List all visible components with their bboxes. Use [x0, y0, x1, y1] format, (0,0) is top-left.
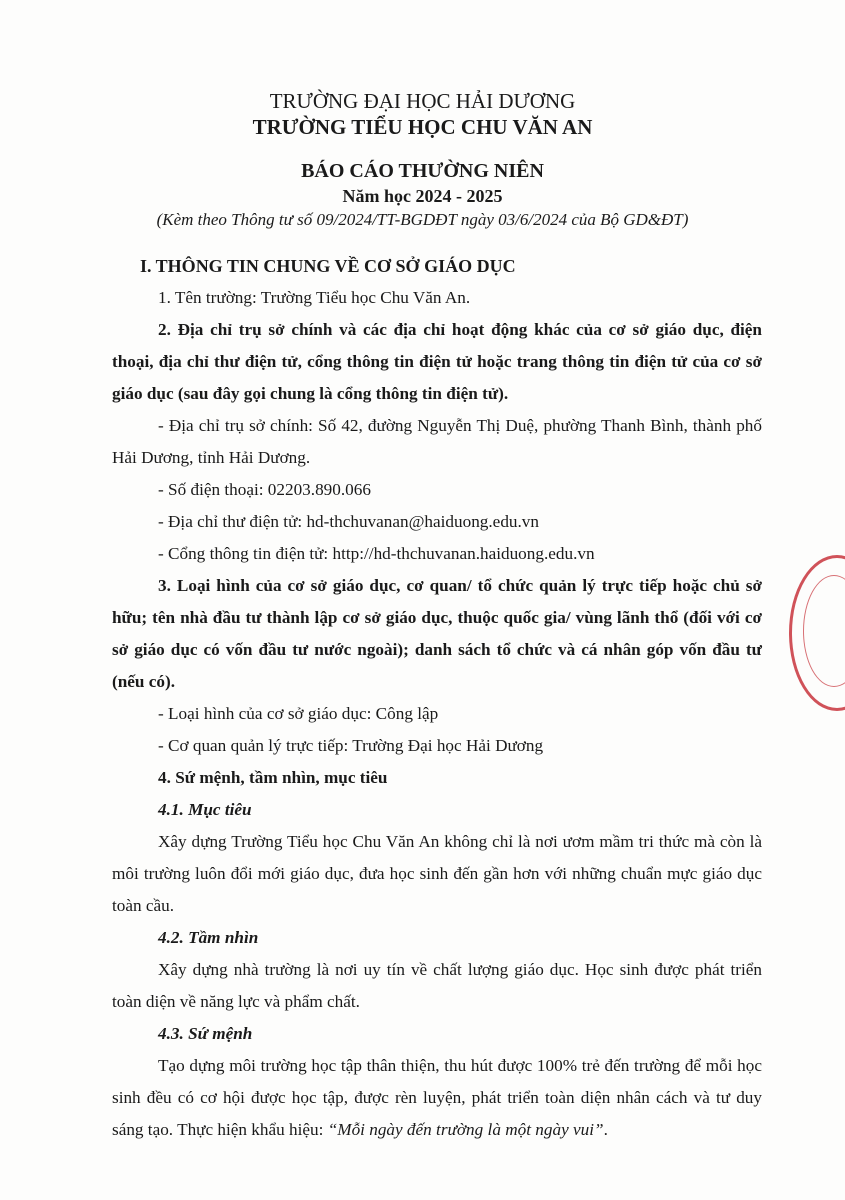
report-school-year: Năm học 2024 - 2025: [342, 186, 503, 206]
type-line: - Loại hình của cơ sở giáo dục: Công lập: [158, 704, 439, 723]
phone-line: - Số điện thoại: 02203.890.066: [158, 480, 371, 499]
email-line: - Địa chỉ thư điện tử: hd-thchuvanan@haiduong.edu.vn: [158, 512, 539, 531]
report-reference: (Kèm theo Thông tư số 09/2024/TT-BGDĐT ngày 03/6/2024 của Bộ GD&ĐT): [156, 210, 689, 229]
goal-heading: 4.1. Mục tiêu: [158, 800, 252, 819]
section-heading: I. THÔNG TIN CHUNG VỀ CƠ SỞ GIÁO DỤC: [140, 256, 516, 276]
school-name-heading: TRƯỜNG TIỂU HỌC CHU VĂN AN: [252, 115, 593, 139]
portal-line: - Cổng thông tin điện tử: http://hd-thchuvanan.haiduong.edu.vn: [158, 544, 595, 563]
goal-text: Xây dựng Trường Tiểu học Chu Văn An không chỉ là nơi ươm mầm tri thức mà còn là môi trường luôn đổi mới giáo dục, đưa học sinh đến gần hơn với những chuẩn mực giáo dục toàn cầu.: [112, 832, 762, 915]
item-type-heading: 3. Loại hình của cơ sở giáo dục, cơ quan/ tổ chức quản lý trực tiếp hoặc chủ sở hữu; tên nhà đầu tư thành lập cơ sở giáo dục, thuộc quốc gia/ vùng lãnh thổ (đối với cơ sở giáo dục có vốn đầu tư nước ngoài); danh sách tổ chức và cá nhân góp vốn đầu tư (nếu có).: [112, 576, 762, 691]
mission-heading: 4.3. Sứ mệnh: [158, 1024, 253, 1043]
mission-text: Tạo dựng môi trường học tập thân thiện, thu hút được 100% trẻ đến trường để mỗi học sinh đều có cơ hội được học tập, được rèn luyện, phát triển toàn diện nhân cách và tư duy sáng tạo. Thực hiện khẩu hiệu:: [112, 1056, 762, 1139]
manager-line: - Cơ quan quản lý trực tiếp: Trường Đại học Hải Dương: [158, 736, 544, 755]
parent-institution: TRƯỜNG ĐẠI HỌC HẢI DƯƠNG: [269, 89, 576, 113]
vision-text: Xây dựng nhà trường là nơi uy tín về chất lượng giáo dục. Học sinh được phát triển toàn diện về năng lực và phẩm chất.: [112, 960, 762, 1011]
item-mission-heading: 4. Sứ mệnh, tầm nhìn, mục tiêu: [158, 768, 388, 787]
mission-paragraph: [112, 1050, 762, 1146]
item-school-name: 1. Tên trường: Trường Tiểu học Chu Văn An.: [158, 288, 471, 307]
vision-heading: 4.2. Tầm nhìn: [158, 928, 259, 947]
report-title-block: [0, 158, 845, 232]
document-body: [112, 250, 762, 1146]
slogan: “Mỗi ngày đến trường là một ngày vui”: [327, 1120, 604, 1139]
address-line: - Địa chỉ trụ sở chính: Số 42, đường Nguyễn Thị Duệ, phường Thanh Bình, thành phố Hải Dương, tỉnh Hải Dương.: [112, 416, 762, 467]
item-address-heading: 2. Địa chỉ trụ sở chính và các địa chỉ hoạt động khác của cơ sở giáo dục, điện thoại, địa chỉ thư điện tử, cổng thông tin điện tử hoặc trang thông tin điện tử của cơ sở giáo dục (sau đây gọi chung là cổng thông tin điện tử).: [112, 320, 762, 403]
report-title: BÁO CÁO THƯỜNG NIÊN: [301, 160, 544, 182]
document-header: [0, 88, 845, 140]
slogan-end: .: [603, 1120, 608, 1139]
